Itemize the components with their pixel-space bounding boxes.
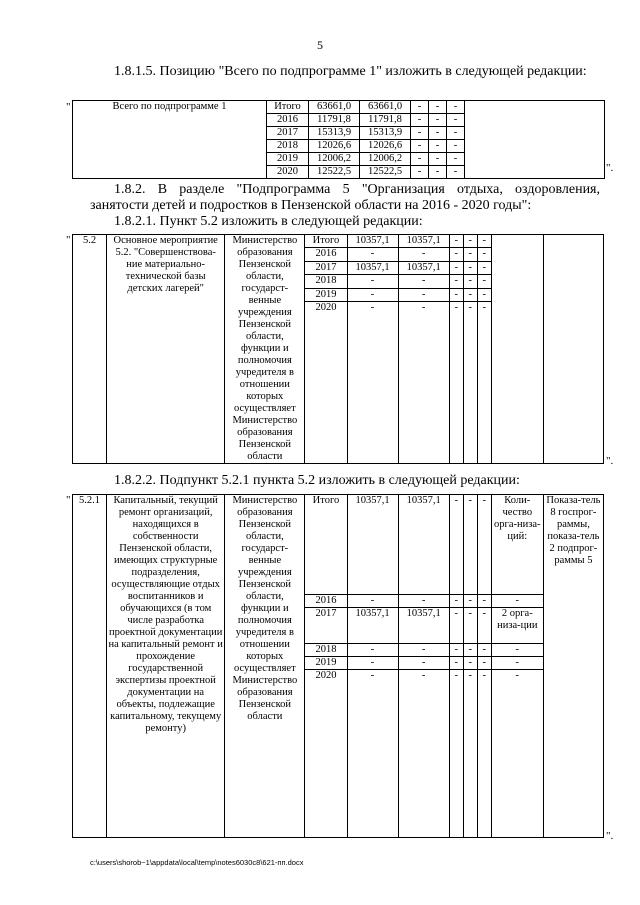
value-cell: - xyxy=(463,302,477,464)
value-cell: - xyxy=(429,114,447,127)
regional-budget-cell: 15313,9 xyxy=(360,127,411,140)
regional-budget-cell: 12006,2 xyxy=(360,153,411,166)
page-number: 5 xyxy=(317,38,323,52)
item-5-2-table xyxy=(72,234,604,464)
value-cell: - xyxy=(463,595,477,608)
item-title: Основное мероприятие 5.2. "Совершенствова-ние материально-технической базы детских лагерей" xyxy=(107,235,225,464)
year-cell: 2016 xyxy=(267,114,309,127)
regional-budget-cell: - xyxy=(398,670,449,838)
total-cell: 10357,1 xyxy=(347,261,398,274)
open-quote: " xyxy=(66,101,71,113)
year-cell: 2020 xyxy=(267,166,309,179)
value-cell: - xyxy=(477,657,491,670)
item-number: 5.2.1 xyxy=(73,495,107,838)
value-cell: - xyxy=(463,644,477,657)
value-cell: - xyxy=(463,261,477,274)
year-cell: Итого xyxy=(305,495,347,595)
table-row xyxy=(73,495,604,595)
value-cell: - xyxy=(411,153,429,166)
indicator-value: - xyxy=(491,670,543,838)
value-cell: - xyxy=(463,288,477,301)
year-cell: 2018 xyxy=(305,275,347,288)
year-cell: 2017 xyxy=(305,261,347,274)
year-cell: 2020 xyxy=(305,302,347,464)
value-cell: - xyxy=(449,657,463,670)
value-cell: - xyxy=(477,302,491,464)
year-cell: 2019 xyxy=(267,153,309,166)
value-cell: - xyxy=(477,595,491,608)
year-cell: Итого xyxy=(267,101,309,114)
item-5-2-1-table xyxy=(72,494,604,838)
value-cell: - xyxy=(477,261,491,274)
regional-budget-cell: - xyxy=(398,275,449,288)
section-1822-heading: 1.8.2.2. Подпункт 5.2.1 пункта 5.2 изложить в следующей редакции: xyxy=(114,473,520,488)
value-cell: - xyxy=(449,608,463,644)
total-cell: 63661,0 xyxy=(309,101,360,114)
value-cell: - xyxy=(463,235,477,248)
total-cell: - xyxy=(347,657,398,670)
value-cell: - xyxy=(477,644,491,657)
regional-budget-cell: 10357,1 xyxy=(398,608,449,644)
indicator-value: 2 орга-низа-ции xyxy=(491,608,543,644)
table-row xyxy=(73,101,605,114)
indicator-ref: Показа-тель 8 госпрог-раммы, показа-тель 2 подпрог-раммы 5 xyxy=(543,495,603,838)
footer-file-path: c:\users\shorob~1\appdata\local\temp\notes6030c8\621-пп.docx xyxy=(90,858,304,867)
value-cell: - xyxy=(429,140,447,153)
total-cell: - xyxy=(347,670,398,838)
value-cell: - xyxy=(463,657,477,670)
value-cell: - xyxy=(477,670,491,838)
regional-budget-cell: 12026,6 xyxy=(360,140,411,153)
total-cell: - xyxy=(347,595,398,608)
value-cell: - xyxy=(463,670,477,838)
executor: Министерство образования Пензенской области, государст-венные учреждения Пензенской области, функции и полномочия учредителя в отношении которых осуществляет Министерство образования Пензенской области xyxy=(225,495,305,838)
empty-cell xyxy=(465,101,605,179)
year-cell: 2016 xyxy=(305,595,347,608)
value-cell: - xyxy=(463,275,477,288)
item-number: 5.2 xyxy=(73,235,107,464)
year-cell: Итого xyxy=(305,235,347,248)
table-row xyxy=(73,235,604,248)
open-quote: " xyxy=(66,494,71,506)
value-cell: - xyxy=(477,275,491,288)
value-cell: - xyxy=(411,127,429,140)
regional-budget-cell: 12522,5 xyxy=(360,166,411,179)
value-cell: - xyxy=(429,101,447,114)
value-cell: - xyxy=(449,670,463,838)
value-cell: - xyxy=(447,153,465,166)
value-cell: - xyxy=(477,248,491,261)
year-cell: 2019 xyxy=(305,288,347,301)
total-cell: - xyxy=(347,248,398,261)
value-cell: - xyxy=(449,495,463,595)
value-cell: - xyxy=(463,608,477,644)
value-cell: - xyxy=(449,595,463,608)
value-cell: - xyxy=(429,127,447,140)
value-cell: - xyxy=(449,275,463,288)
regional-budget-cell: - xyxy=(398,644,449,657)
section-182-heading: 1.8.2. В разделе "Подпрограмма 5 "Организация отдыха, оздоровления, занятости детей и подростков в Пензенской области на 2016 - 2020 годы": xyxy=(90,182,600,213)
year-cell: 2016 xyxy=(305,248,347,261)
value-cell: - xyxy=(449,248,463,261)
indicator-value: - xyxy=(491,657,543,670)
indicator-value: Коли-чество орга-низа-ций: xyxy=(491,495,543,595)
executor: Министерство образования Пензенской области, государст-венные учреждения Пензенской области, функции и полномочия учредителя в отношении которых осуществляет Министерство образования Пензенской области xyxy=(225,235,305,464)
section-1815-heading: 1.8.1.5. Позицию "Всего по подпрограмме 1" изложить в следующей редакции: xyxy=(114,64,587,79)
year-cell: 2018 xyxy=(267,140,309,153)
value-cell: - xyxy=(429,153,447,166)
value-cell: - xyxy=(447,140,465,153)
indicator-cell xyxy=(491,235,543,464)
value-cell: - xyxy=(449,235,463,248)
regional-budget-cell: 10357,1 xyxy=(398,235,449,248)
indicator-value: - xyxy=(491,595,543,608)
total-cell: 12026,6 xyxy=(309,140,360,153)
indicator-value: - xyxy=(491,644,543,657)
open-quote: " xyxy=(66,234,71,246)
regional-budget-cell: 10357,1 xyxy=(398,495,449,595)
year-cell: 2018 xyxy=(305,644,347,657)
value-cell: - xyxy=(477,235,491,248)
regional-budget-cell: - xyxy=(398,657,449,670)
total-cell: 10357,1 xyxy=(347,608,398,644)
value-cell: - xyxy=(447,101,465,114)
regional-budget-cell: - xyxy=(398,595,449,608)
value-cell: - xyxy=(429,166,447,179)
total-cell: - xyxy=(347,644,398,657)
total-cell: 15313,9 xyxy=(309,127,360,140)
year-cell: 2020 xyxy=(305,670,347,838)
value-cell: - xyxy=(447,127,465,140)
value-cell: - xyxy=(449,644,463,657)
total-cell: 10357,1 xyxy=(347,235,398,248)
item-title: Капитальный, текущий ремонт организаций, находящихся в собственности Пензенской области, имеющих структурные подразделения, осуществляющие отдых воспитанников и обучающихся (в том числе разработка проектной документации на капитальный ремонт и прохождение государственной экспертизы проектной документации на объекты, подлежащие капитальному, текущему ремонту) xyxy=(107,495,225,838)
total-cell: 12006,2 xyxy=(309,153,360,166)
total-cell: 12522,5 xyxy=(309,166,360,179)
regional-budget-cell: - xyxy=(398,288,449,301)
year-cell: 2017 xyxy=(267,127,309,140)
value-cell: - xyxy=(477,288,491,301)
value-cell: - xyxy=(447,114,465,127)
value-cell: - xyxy=(449,261,463,274)
value-cell: - xyxy=(449,302,463,464)
value-cell: - xyxy=(447,166,465,179)
value-cell: - xyxy=(463,495,477,595)
close-quote: ". xyxy=(606,162,614,174)
regional-budget-cell: 63661,0 xyxy=(360,101,411,114)
year-cell: 2019 xyxy=(305,657,347,670)
value-cell: - xyxy=(411,101,429,114)
value-cell: - xyxy=(477,608,491,644)
value-cell: - xyxy=(449,288,463,301)
regional-budget-cell: - xyxy=(398,248,449,261)
row-label: Всего по подпрограмме 1 xyxy=(73,101,267,179)
value-cell: - xyxy=(463,248,477,261)
section-1821-heading: 1.8.2.1. Пункт 5.2 изложить в следующей редакции: xyxy=(114,214,423,229)
value-cell: - xyxy=(411,140,429,153)
regional-budget-cell: 10357,1 xyxy=(398,261,449,274)
close-quote: ". xyxy=(606,455,614,467)
value-cell: - xyxy=(477,495,491,595)
regional-budget-cell: - xyxy=(398,302,449,464)
total-cell: - xyxy=(347,288,398,301)
regional-budget-cell: 11791,8 xyxy=(360,114,411,127)
subprogram-1-total-table xyxy=(72,100,605,179)
value-cell: - xyxy=(411,114,429,127)
total-cell: - xyxy=(347,275,398,288)
total-cell: 10357,1 xyxy=(347,495,398,595)
total-cell: - xyxy=(347,302,398,464)
year-cell: 2017 xyxy=(305,608,347,644)
indicator-ref-cell xyxy=(543,235,603,464)
value-cell: - xyxy=(411,166,429,179)
close-quote: ". xyxy=(606,830,614,842)
total-cell: 11791,8 xyxy=(309,114,360,127)
